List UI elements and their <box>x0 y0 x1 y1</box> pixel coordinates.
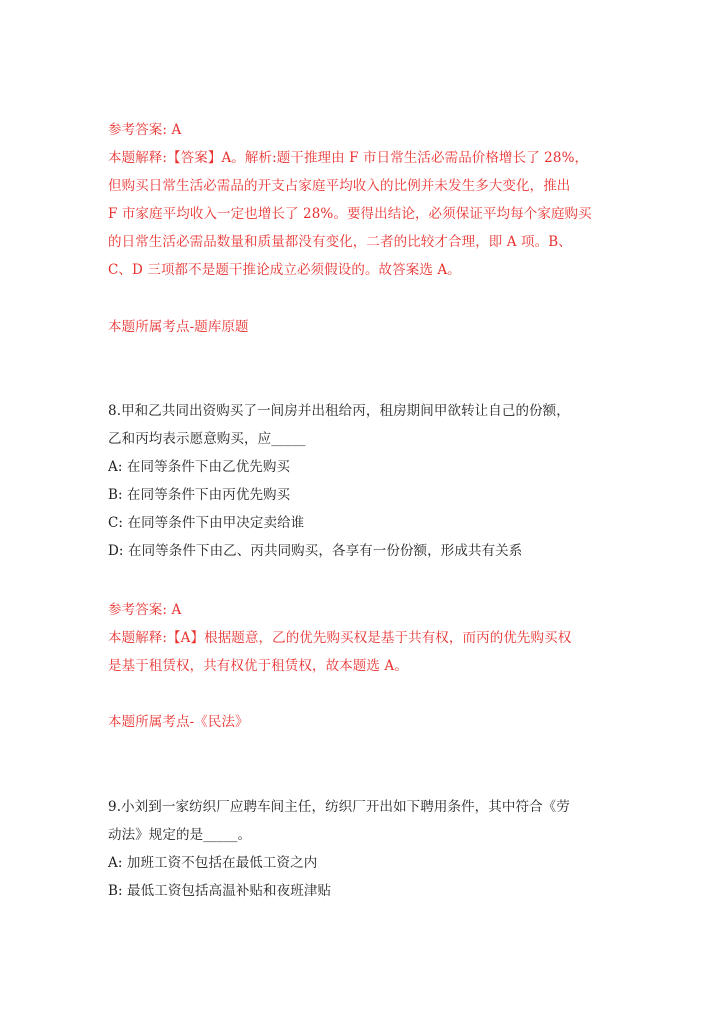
q7-explanation-line-1: 本题解释:【答案】A。解析:题干推理由 F 市日常生活必需品价格增长了 28%， <box>108 150 589 166</box>
q7-topic: 本题所属考点-题库原题 <box>108 319 249 335</box>
q8-explanation-line-2: 是基于租赁权，共有权优于租赁权，故本题选 A。 <box>108 658 408 674</box>
q8-answer: 参考答案: A <box>108 602 182 618</box>
q9-option-a: A: 加班工资不包括在最低工资之内 <box>108 855 318 871</box>
q8-topic: 本题所属考点-《民法》 <box>108 714 249 730</box>
q7-answer: 参考答案: A <box>108 122 182 138</box>
q7-explanation-line-5: C、D 三项都不是题干推论成立必须假设的。故答案选 A。 <box>108 262 461 278</box>
q8-option-a: A: 在同等条件下由乙优先购买 <box>108 459 291 475</box>
q9-stem-line-2: 动法》规定的是_____。 <box>108 827 252 843</box>
q8-explanation-line-1: 本题解释:【A】根据题意，乙的优先购买权是基于共有权，而丙的优先购买权 <box>108 630 572 646</box>
q9-stem-line-1: 9.小刘到一家纺织厂应聘车间主任，纺织厂开出如下聘用条件，其中符合《劳 <box>108 799 570 815</box>
q7-explanation-line-3: F 市家庭平均收入一定也增长了 28%。要得出结论，必须保证平均每个家庭购买 <box>108 206 592 222</box>
q7-explanation-line-2: 但购买日常生活必需品的开支占家庭平均收入的比例并未发生多大变化，推出 <box>108 178 571 194</box>
q8-option-c: C: 在同等条件下由甲决定卖给谁 <box>108 515 305 531</box>
q8-option-b: B: 在同等条件下由丙优先购买 <box>108 487 291 503</box>
q7-explanation-line-4: 的日常生活必需品数量和质量都没有变化，二者的比较才合理，即 A 项。B、 <box>108 234 572 250</box>
q8-stem-line-1: 8.甲和乙共同出资购买了一间房并出租给丙，租房期间甲欲转让自己的份额， <box>108 403 570 419</box>
q8-option-d: D: 在同等条件下由乙、丙共同购买，各享有一份份额，形成共有关系 <box>108 543 523 559</box>
q8-stem-line-2: 乙和丙均表示愿意购买，应_____ <box>108 431 306 447</box>
q9-option-b: B: 最低工资包括高温补贴和夜班津贴 <box>108 883 332 899</box>
